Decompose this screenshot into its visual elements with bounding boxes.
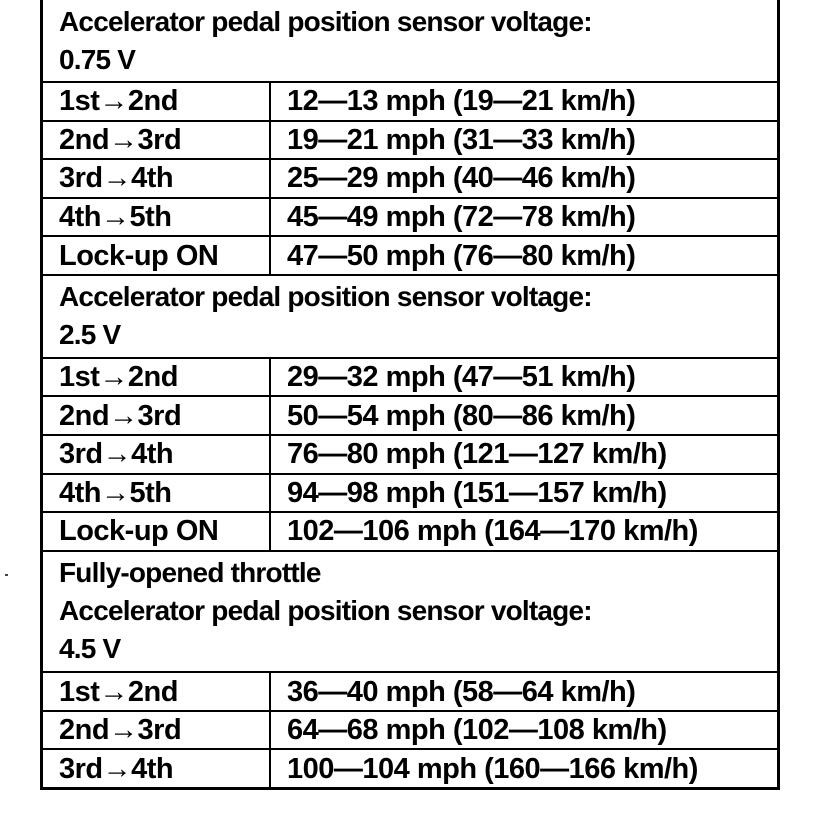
speed-cell: 25—29 mph (40—46 km/h) (270, 159, 780, 198)
speed-cell: 50—54 mph (80—86 km/h) (270, 396, 780, 435)
section-header-row (43, 0, 780, 82)
section-heading-line: 4.5 V (59, 633, 121, 665)
table-row (43, 711, 780, 750)
scan-speck (5, 574, 8, 576)
table-row (43, 236, 780, 275)
table-row (43, 749, 780, 787)
speed-cell: 100—104 mph (160—166 km/h) (270, 749, 780, 787)
speed-cell: 45—49 mph (72—78 km/h) (270, 198, 780, 237)
shift-cell: 2nd→3rd (43, 121, 270, 160)
section-heading-line: Accelerator pedal position sensor voltage: (59, 5, 592, 37)
table-row (43, 159, 780, 198)
section-heading-line: Accelerator pedal position sensor voltage: (59, 595, 592, 627)
shift-cell: 4th→5th (43, 474, 270, 513)
shift-cell: 4th→5th (43, 198, 270, 237)
shift-speed-table (43, 0, 780, 787)
table-row (43, 672, 780, 711)
section-header-row (43, 551, 780, 673)
table-row (43, 474, 780, 513)
speed-cell: 19—21 mph (31—33 km/h) (270, 121, 780, 160)
table-row (43, 121, 780, 160)
section-heading-line: Fully-opened throttle (59, 557, 321, 589)
section-heading (43, 0, 780, 82)
shift-cell: 1st→2nd (43, 82, 270, 121)
section-heading (43, 275, 780, 358)
speed-cell: 29—32 mph (47—51 km/h) (270, 358, 780, 397)
shift-cell: 1st→2nd (43, 358, 270, 397)
section-header-row (43, 275, 780, 358)
section-heading (43, 551, 780, 673)
speed-cell: 76—80 mph (121—127 km/h) (270, 435, 780, 474)
speed-cell: 36—40 mph (58—64 km/h) (270, 672, 780, 711)
speed-cell: 47—50 mph (76—80 km/h) (270, 236, 780, 275)
shift-cell: 2nd→3rd (43, 396, 270, 435)
section-heading-line: 2.5 V (59, 319, 121, 351)
table-row (43, 435, 780, 474)
shift-cell: 2nd→3rd (43, 711, 270, 750)
table-row (43, 82, 780, 121)
shift-cell: 1st→2nd (43, 672, 270, 711)
table-row (43, 198, 780, 237)
shift-cell: Lock-up ON (43, 512, 270, 551)
shift-cell: 3rd→4th (43, 435, 270, 474)
shift-speed-table-frame (40, 0, 780, 790)
speed-cell: 102—106 mph (164—170 km/h) (270, 512, 780, 551)
section-heading-line: 0.75 V (59, 43, 136, 75)
speed-cell: 94—98 mph (151—157 km/h) (270, 474, 780, 513)
table-row (43, 396, 780, 435)
speed-cell: 64—68 mph (102—108 km/h) (270, 711, 780, 750)
shift-cell: Lock-up ON (43, 236, 270, 275)
table-row (43, 512, 780, 551)
section-heading-line: Accelerator pedal position sensor voltage: (59, 281, 592, 313)
shift-cell: 3rd→4th (43, 159, 270, 198)
shift-cell: 3rd→4th (43, 749, 270, 787)
speed-cell: 12—13 mph (19—21 km/h) (270, 82, 780, 121)
table-row (43, 358, 780, 397)
